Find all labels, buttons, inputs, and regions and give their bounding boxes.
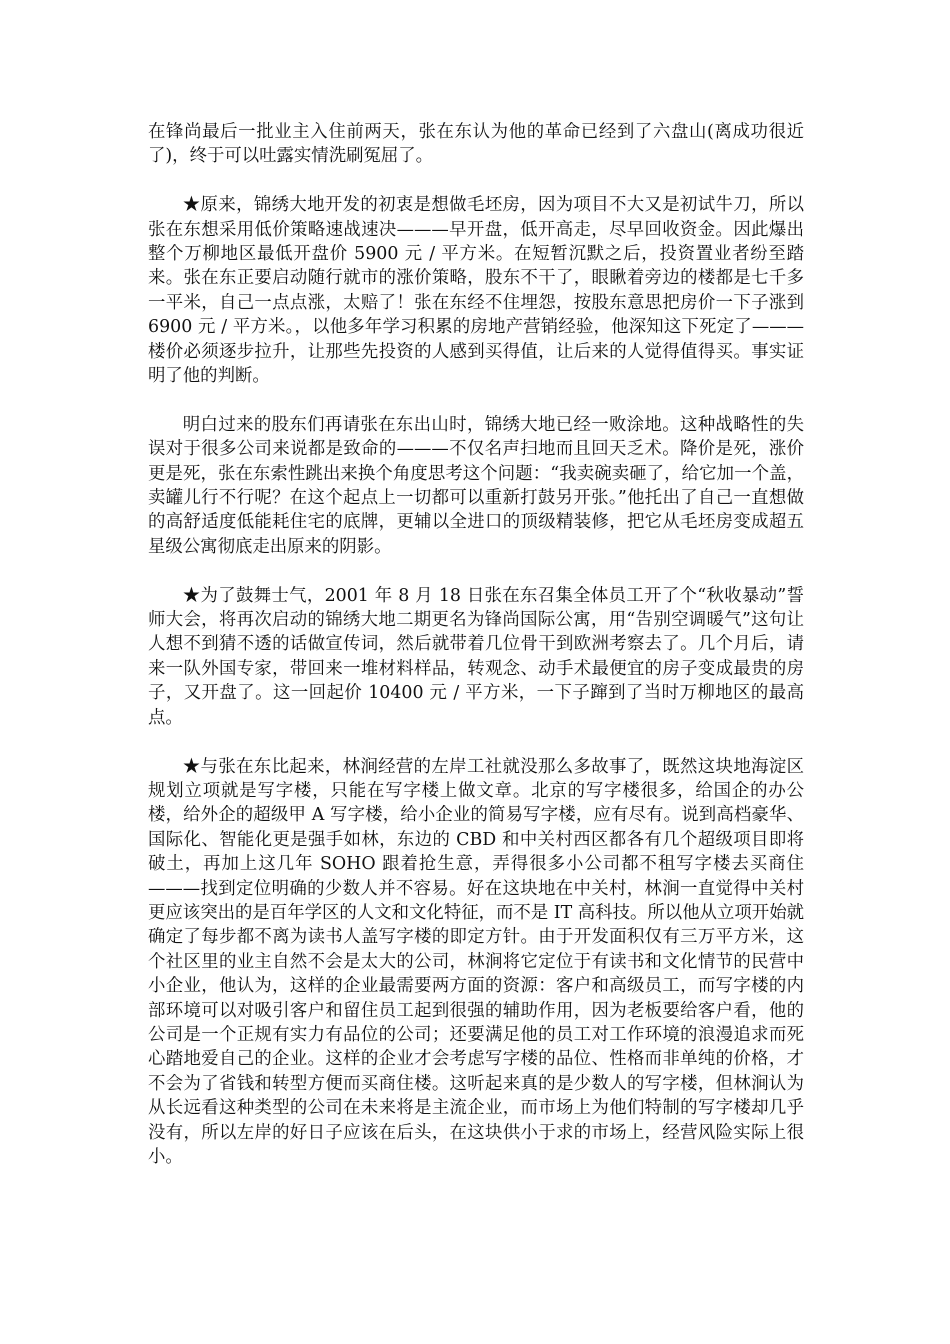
paragraph-1: 在锋尚最后一批业主入住前两天，张在东认为他的革命已经到了六盘山(离成功很近了)，终于可以吐露实情洗刷冤屈了。: [148, 122, 804, 167]
paragraph-2: ★原来，锦绣大地开发的初衷是想做毛坯房，因为项目不大又是初试牛刀，所以张在东想采用低价策略速战速决———早开盘，低开高走，尽早回收资金。因此爆出整个万柳地区最低开盘价 5900 元 / 平方米。在短暂沉默之后，投资置业者纷至踏来。张在东正要启动随行就市的涨价策略，股东不干了，眼瞅着旁边的楼都是七千多一平米，自己一点点涨，太赔了！张在东经不住埋怨，按股东意思把房价一下子涨到 6900 元 / 平方米。，以他多年学习积累的房地产营销经验，他深知这下死定了———楼价必须逐步拉升，让那些先投资的人感到买得值，让后来的人觉得值得买。事实证明了他的判断。: [148, 195, 804, 387]
paragraph-3: 明白过来的股东们再请张在东出山时，锦绣大地已经一败涂地。这种战略性的失误对于很多公司来说都是致命的———不仅名声扫地而且回天乏术。降价是死，涨价更是死，张在东索性跳出来换个角度思考这个问题：“我卖碗卖砸了，给它加一个盖，卖罐儿行不行呢？在这个起点上一切都可以重新打鼓另开张。”他托出了自己一直想做的高舒适度低能耗住宅的底牌，更辅以全进口的顶级精装修，把它从毛坯房变成超五星级公寓彻底走出原来的阴影。: [148, 414, 804, 557]
document-page: [148, 120, 804, 1194]
paragraph-4: ★为了鼓舞士气，2001 年 8 月 18 日张在东召集全体员工开了个“秋收暴动”誓师大会，将再次启动的锦绣大地二期更名为锋尚国际公寓，用“告别空调暖气”这句让人想不到猜不透的话做宣传词，然后就带着几位骨干到欧洲考察去了。几个月后，请来一队外国专家，带回来一堆材料样品，转观念、动手术最便宜的房子变成最贵的房子，又开盘了。这一回起价 10400 元 / 平方米，一下子蹿到了当时万柳地区的最高点。: [148, 585, 804, 728]
paragraph-5: ★与张在东比起来，林涧经营的左岸工社就没那么多故事了，既然这块地海淀区规划立项就是写字楼，只能在写字楼上做文章。北京的写字楼很多，给国企的办公楼，给外企的超级甲 A 写字楼，给小企业的简易写字楼，应有尽有。说到高档豪华、国际化、智能化更是强手如林，东边的 CBD 和中关村西区都各有几个超级项目即将破土，再加上这几年 SOHO 跟着抢生意，弄得很多小公司都不租写字楼去买商住———找到定位明确的少数人并不容易。好在这块地在中关村，林涧一直觉得中关村更应该突出的是百年学区的人文和文化特征，而不是 IT 高科技。所以他从立项开始就确定了每步都不离为读书人盖写字楼的即定方针。由于开发面积仅有三万平方米，这个社区里的业主自然不会是太大的公司，林涧将它定位于有读书和文化情节的民营中小企业，他认为，这样的企业最需要两方面的资源：客户和高级员工，而写字楼的内部环境可以对吸引客户和留住员工起到很强的辅助作用，因为老板要给客户看，他的公司是一个正规有实力有品位的公司；还要满足他的员工对工作环境的浪漫追求而死心踏地爱自己的企业。这样的企业才会考虑写字楼的品位、性格而非单纯的价格，才不会为了省钱和转型方便而买商住楼。这听起来真的是少数人的写字楼，但林涧认为从长远看这种类型的公司在未来将是主流企业，而市场上为他们特制的写字楼却几乎没有，所以左岸的好日子应该在后头，在这块供小于求的市场上，经营风险实际上很小。: [148, 756, 804, 1167]
